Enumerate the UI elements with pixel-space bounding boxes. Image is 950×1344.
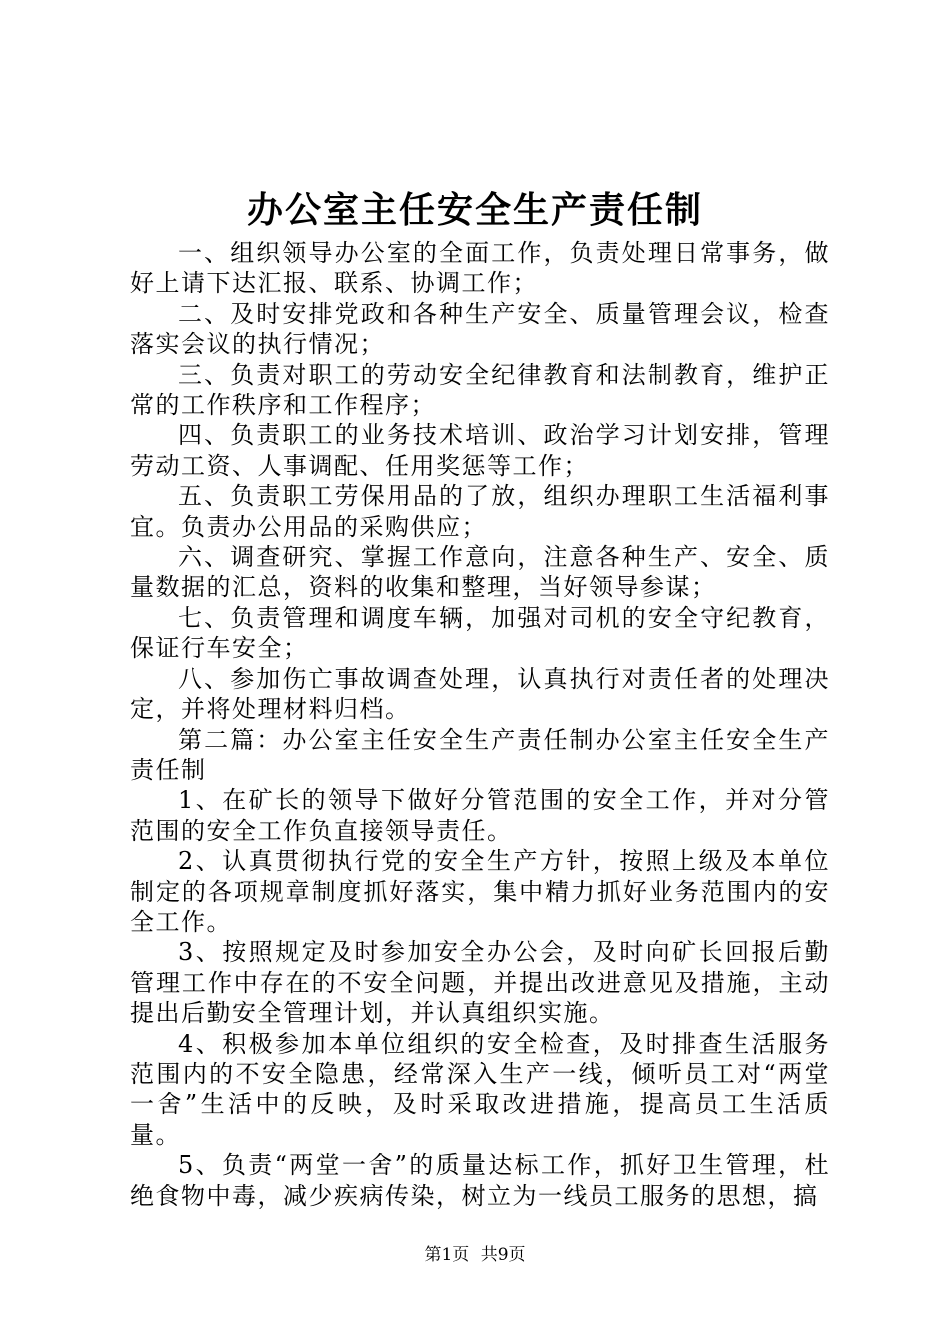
document-title: 办公室主任安全生产责任制 — [246, 189, 703, 231]
paragraph: 1、在矿长的领导下做好分管范围的安全工作，并对分管范围的安全工作负直接领导责任。 — [130, 786, 830, 845]
paragraph: 一、组织领导办公室的全面工作，负责处理日常事务，做好上请下达汇报、联系、协调工作； — [130, 239, 830, 298]
paragraph: 五、负责职工劳保用品的了放，组织办理职工生活福利事宜。负责办公用品的采购供应； — [130, 482, 830, 541]
page-total: 共9页 — [480, 1245, 526, 1265]
paragraph: 二、及时安排党政和各种生产安全、质量管理会议，检查落实会议的执行情况； — [130, 299, 830, 359]
document-body — [130, 238, 830, 1211]
paragraph: 4、积极参加本单位组织的安全检查，及时排查生活服务范围内的不安全隐患，经常深入生产一线，倾听员工对“两堂一舍”生活中的反映，及时采取改进措施，提高员工生活质量。 — [130, 1029, 830, 1149]
page-footer — [0, 1243, 950, 1267]
paragraph: 七、负责管理和调度车辆，加强对司机的安全守纪教育，保证行车安全； — [130, 603, 830, 663]
paragraph: 六、调查研究、掌握工作意向，注意各种生产、安全、质量数据的汇总，资料的收集和整理，当好领导参谋； — [130, 543, 830, 602]
section-heading-paragraph: 第二篇：办公室主任安全生产责任制办公室主任安全生产责任制 — [130, 725, 830, 784]
page-number: 第1页 — [424, 1245, 470, 1265]
paragraph: 三、负责对职工的劳动安全纪律教育和法制教育，维护正常的工作秩序和工作程序； — [130, 360, 830, 420]
paragraph: 八、参加伤亡事故调查处理，认真执行对责任者的处理决定，并将处理材料归档。 — [130, 664, 830, 724]
paragraph: 5、负责“两堂一舍”的质量达标工作，抓好卫生管理，杜绝食物中毒，减少疾病传染，树立为一线员工服务的思想，搞 — [130, 1151, 830, 1210]
paragraph: 四、负责职工的业务技术培训、政治学习计划安排，管理劳动工资、人事调配、任用奖惩等工作； — [130, 421, 830, 480]
paragraph: 3、按照规定及时参加安全办公会，及时向矿长回报后勤管理工作中存在的不安全问题，并提出改进意见及措施，主动提出后勤安全管理计划，并认真组织实施。 — [130, 938, 830, 1028]
paragraph: 2、认真贯彻执行党的安全生产方针，按照上级及本单位制定的各项规章制度抓好落实，集中精力抓好业务范围内的安全工作。 — [130, 847, 830, 936]
